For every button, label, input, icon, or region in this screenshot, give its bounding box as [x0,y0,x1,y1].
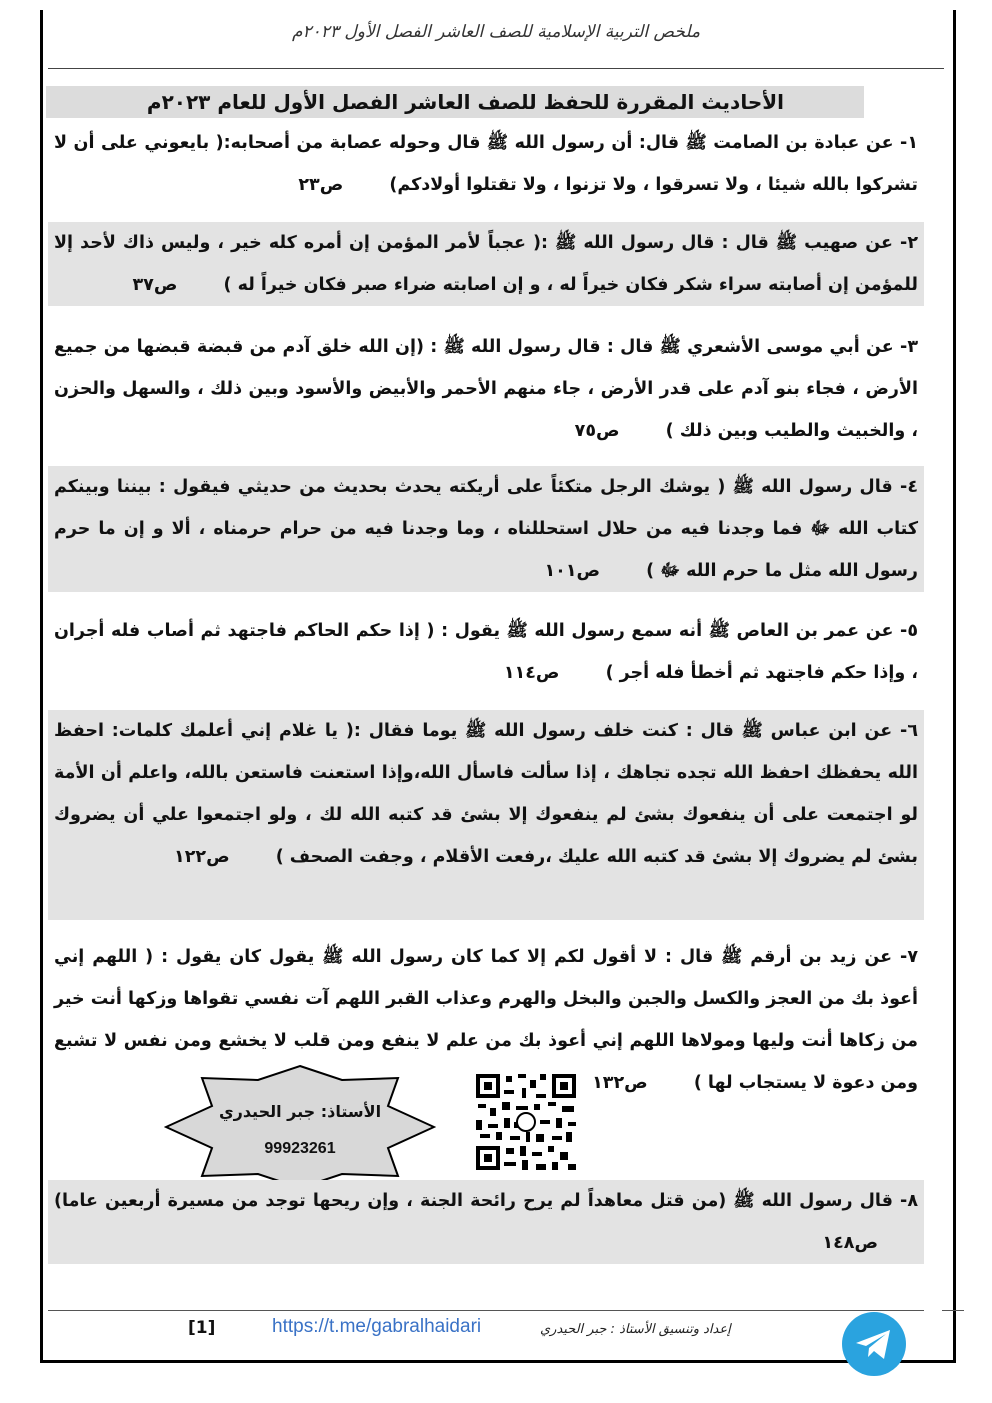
hadith-3 [48,326,924,452]
header-divider [48,68,944,69]
hadith-ref: ص١٣٢ [592,1073,648,1093]
hadith-2 [48,222,924,306]
hadith-text: ٢- عن صهيب ﷺ قال : قال رسول الله ﷺ :( عجباً لأمر المؤمن إن أمره كله خير ، وليس ذاك لأحد إلا للمؤمن إن أصابته سراء شكر فكان خيراً له ، و إن اصابته ضراء صبر فكان خيراً له ) [54,233,918,295]
teacher-badge [164,1064,436,1190]
teacher-name: الأستاذ: جبر الحيدري [218,1102,382,1121]
hadith-text: ٨- قال رسول الله ﷺ (من قتل معاهداً لم يرح رائحة الجنة ، وإن ريحها توجد من مسيرة أربعين عاما) [54,1191,918,1211]
footer-divider [48,1310,924,1311]
hadith-text: ٦- عن ابن عباس ﷺ قال : كنت خلف رسول الله ﷺ يوما فقال :( يا غلام إني أعلمك كلمات: احفظ الله يحفظك احفظ الله تجده تجاهك ، إذا سألت فاسأل الله،وإذا استعنت فاستعن بالله، واعلم أن الأمة لو اجتمعت على أن ينفعوك بشئ لم ينفعوك إلا بشئ قد كتبه الله لك ، ولو اجتمعوا علي أن يضروك بشئ لم يضروك إلا بشئ قد كتبه الله عليك ،رفعت الأقلام ، وجفت الصحف ) [54,721,918,867]
page-title: الأحاديث المقررة للحفظ للصف العاشر الفصل الأول للعام ٢٠٢٣م [146,90,784,114]
teacher-phone: 99923261 [264,1140,336,1157]
hadith-ref: ص٧٥ [574,421,620,441]
telegram-icon[interactable] [842,1312,906,1376]
hadith-5 [48,610,924,694]
qr-code-icon [474,1072,578,1172]
hadith-ref: ص٢٣ [298,175,344,195]
hadith-4 [48,466,924,592]
footer-divider-right [942,1310,964,1311]
page-header: ملخص التربية الإسلامية للصف العاشر الفصل الأول ٢٠٢٣م [291,22,701,42]
hadith-text: ٧- عن زيد بن أرقم ﷺ قال : لا أقول لكم إلا كما كان رسول الله ﷺ يقول كان يقول : ( اللهم إني أعوذ بك من العجز والكسل والجبن والبخل والهرم وعذاب القبر اللهم آت نفسي تقواها وزكها أنت خير من زكاها أنت وليها ومولاها اللهم إني أعوذ بك من علم لا ينفع ومن قلب لا يخشع ومن نفس لا تشبع ومن دعوة لا يستجاب لها ) [54,947,918,1093]
title-bar [46,86,864,118]
page-number: [1] [188,1318,216,1338]
star-badge-shape [164,1064,436,1190]
hadith-ref: ص١٢٢ [174,847,230,867]
hadith-1 [48,122,924,206]
hadith-ref: ص١٠١ [544,561,601,581]
hadith-text: ٥- عن عمر بن العاص ﷺ أنه سمع رسول الله ﷺ يقول : ( إذا حكم الحاكم فاجتهد ثم أصاب فله أجران ، وإذا حكم فاجتهد ثم أخطأ فله أجر ) [54,621,918,683]
telegram-link[interactable]: https://t.me/gabralhaidari [272,1316,482,1337]
hadith-text: ٤- قال رسول الله ﷺ ( يوشك الرجل متكئاً على أريكته يحدث بحديث من حديثي فيقول : بيننا وبينكم كتاب الله ﷻ فما وجدنا فيه من حلال استحللناه ، وما وجدنا فيه من حرام حرمناه ، ألا و إن ما حرم رسول الله مثل ما حرم الله ﷻ ) [54,477,918,581]
hadith-text: ١- عن عبادة بن الصامت ﷺ قال: أن رسول الله ﷺ قال وحوله عصابة من أصحابه:( بايعوني على أن لا تشركوا بالله شيئا ، ولا تسرقوا ، ولا تزنوا ، ولا تقتلوا أولادكم) [54,133,918,195]
hadith-ref: ص١١٤ [503,663,560,683]
footer-credit: إعداد وتنسيق الأستاذ : جبر الحيدري [540,1322,731,1337]
hadith-6 [48,710,924,920]
hadith-8 [48,1180,924,1264]
hadith-ref: ص٣٧ [132,275,178,295]
hadith-text: ٣- عن أبي موسى الأشعري ﷺ قال : قال رسول الله ﷺ : (إن الله خلق آدم من قبضة قبضها من جميع الأرض ، فجاء بنو آدم على قدر الأرض ، جاء منهم الأحمر والأبيض والأسود وبين ذلك ، والسهل والحزن ، والخبيث والطيب وبين ذلك ) [54,337,918,441]
hadith-ref: ص١٤٨ [822,1233,878,1253]
